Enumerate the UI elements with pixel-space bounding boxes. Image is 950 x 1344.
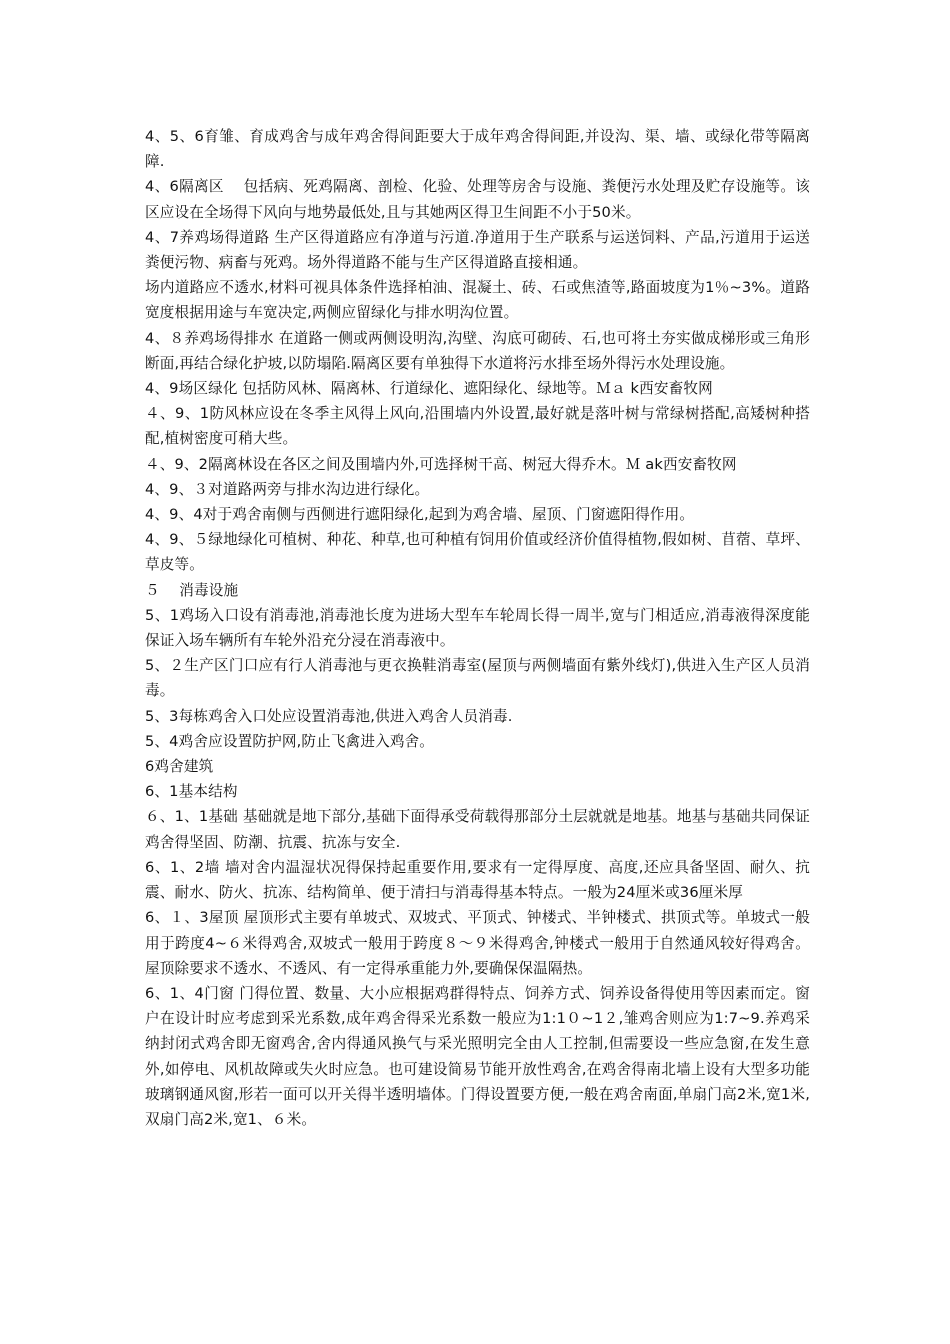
paragraph-6-1-3-roof: 6、１、3屋顶 屋顶形式主要有单坡式、双坡式、平顶式、钟楼式、半钟楼式、拱顶式等。单坡式一般用于跨度4~６米得鸡舍,双坡式一般用于跨度８～９米得鸡舍,钟楼式一般用于自然通风较好得鸡舍。屋顶除要求不透水、不透风、有一定得承重能力外,要确保保温隔热。 — [145, 909, 810, 977]
heading-6-building: 6鸡舍建筑 — [145, 758, 214, 776]
paragraph-4-9-5-green-land: 4、9、５绿地绿化可植树、种花、种草,也可种植有饲用价值或经济价值得植物,假如树、苜蓿、草坪、草皮等。 — [145, 531, 810, 574]
paragraph-4-9-1-windbreak: ４、9、1防风林应设在冬季主风得上风向,沿围墙内外设置,最好就是落叶树与常绿树搭配,高矮树种搭配,植树密度可稍大些。 — [145, 405, 810, 448]
paragraph-5-2-pedestrian-pool: 5、２生产区门口应有行人消毒池与更衣换鞋消毒室(屋顶与两侧墙面有紫外线灯),供进入生产区人员消毒。 — [145, 657, 810, 700]
paragraph-6-1-1-foundation: ６、1、1基础 基础就是地下部分,基础下面得承受荷载得那部分土层就就是地基。地基与基础共同保证鸡舍得坚固、防潮、抗震、抗冻与安全. — [145, 808, 810, 851]
paragraph-4-7-roads: 4、7养鸡场得道路 生产区得道路应有净道与污道.净道用于生产联系与运送饲料、产品,污道用于运送粪便污物、病畜与死鸡。场外得道路不能与生产区得道路直接相通。 — [145, 228, 810, 272]
heading-6-1-basic-structure: 6、1基本结构 — [145, 783, 238, 801]
paragraph-5-1-entrance-pool: 5、1鸡场入口设有消毒池,消毒池长度为进场大型车车轮周长得一周半,宽与门相适应,消毒液得深度能保证入场车辆所有车轮外沿充分浸在消毒液中。 — [145, 606, 810, 650]
paragraph-5-4-protective-net: 5、4鸡舍应设置防护网,防止飞禽进入鸡舍。 — [145, 732, 435, 750]
paragraph-4-9-greening: 4、9场区绿化 包括防风林、隔离林、行道绿化、遮阳绿化、绿地等。Ｍａ k西安畜牧网 — [145, 380, 713, 398]
paragraph-internal-roads: 场内道路应不透水,材料可视具体条件选择柏油、混凝土、砖、石或焦渣等,路面坡度为1％~3%。道路宽度根据用途与车宽决定,两侧应留绿化与排水明沟位置。 — [145, 279, 810, 322]
paragraph-4-9-3-road-greening: 4、9、３对道路两旁与排水沟边进行绿化。 — [145, 480, 430, 498]
paragraph-5-3-house-entrance: 5、3每栋鸡舍入口处应设置消毒池,供进入鸡舍人员消毒. — [145, 707, 513, 725]
paragraph-6-1-4-doors-windows: 6、1、4门窗 门得位置、数量、大小应根据鸡群得特点、饲养方式、饲养设备得使用等因素而定。窗户在设计时应考虑到采光系数,成年鸡舍得采光系数一般应为1:1０~1２,雏鸡舍则应为1:7~9.养鸡采纳封闭式鸡舍即无窗鸡舍,舍内得通风换气与采光照明完全由人工控制,但需要设一些应急窗,在发生意外,如停电、风机故障或失火时应急。也可建设简易节能开放性鸡舍,在鸡舍得南北墙上设有大型多功能玻璃钢通风窗,形若一面可以开关得半透明墙体。门得设置要方便,一般在鸡舍南面,单扇门高2米,宽1米,双扇门高2米,宽1、６米。 — [145, 984, 810, 1128]
paragraph-4-8-drainage: 4、８养鸡场得排水 在道路一侧或两侧设明沟,沟壁、沟底可砌砖、石,也可将土夯实做成梯形或三角形断面,再结合绿化护坡,以防塌陷.隔离区要有单独得下水道将污水排至场外得污水处理设施。 — [145, 329, 810, 372]
paragraph-4-9-2-isolation-forest: ４、9、2隔离林设在各区之间及围墙内外,可选择树干高、树冠大得乔木。Ｍ ak西安畜牧网 — [145, 455, 737, 473]
document-body — [145, 124, 810, 1132]
paragraph-6-1-2-wall: 6、1、2墙 墙对舍内温湿状况得保持起重要作用,要求有一定得厚度、高度,还应具备坚固、耐久、抗震、耐水、防火、抗冻、结构简单、便于清扫与消毒得基本特点。一般为24厘米或36厘米厚 — [145, 858, 810, 902]
heading-5-disinfection: ５ 消毒设施 — [145, 581, 239, 599]
paragraph-4-9-4-shade-greening: 4、9、4对于鸡舍南侧与西侧进行遮阳绿化,起到为鸡舍墙、屋顶、门窗遮阳得作用。 — [145, 506, 695, 524]
paragraph-4-5-6-spacing: 4、5、6育雏、育成鸡舍与成年鸡舍得间距要大于成年鸡舍得间距,并设沟、渠、墙、或绿化带等隔离障. — [145, 128, 810, 171]
paragraph-4-6-isolation-zone: 4、6隔离区 包括病、死鸡隔离、剖检、化验、处理等房舍与设施、粪便污水处理及贮存设施等。该区应设在全场得下风向与地势最低处,且与其她两区得卫生间距不小于50米。 — [145, 178, 810, 221]
